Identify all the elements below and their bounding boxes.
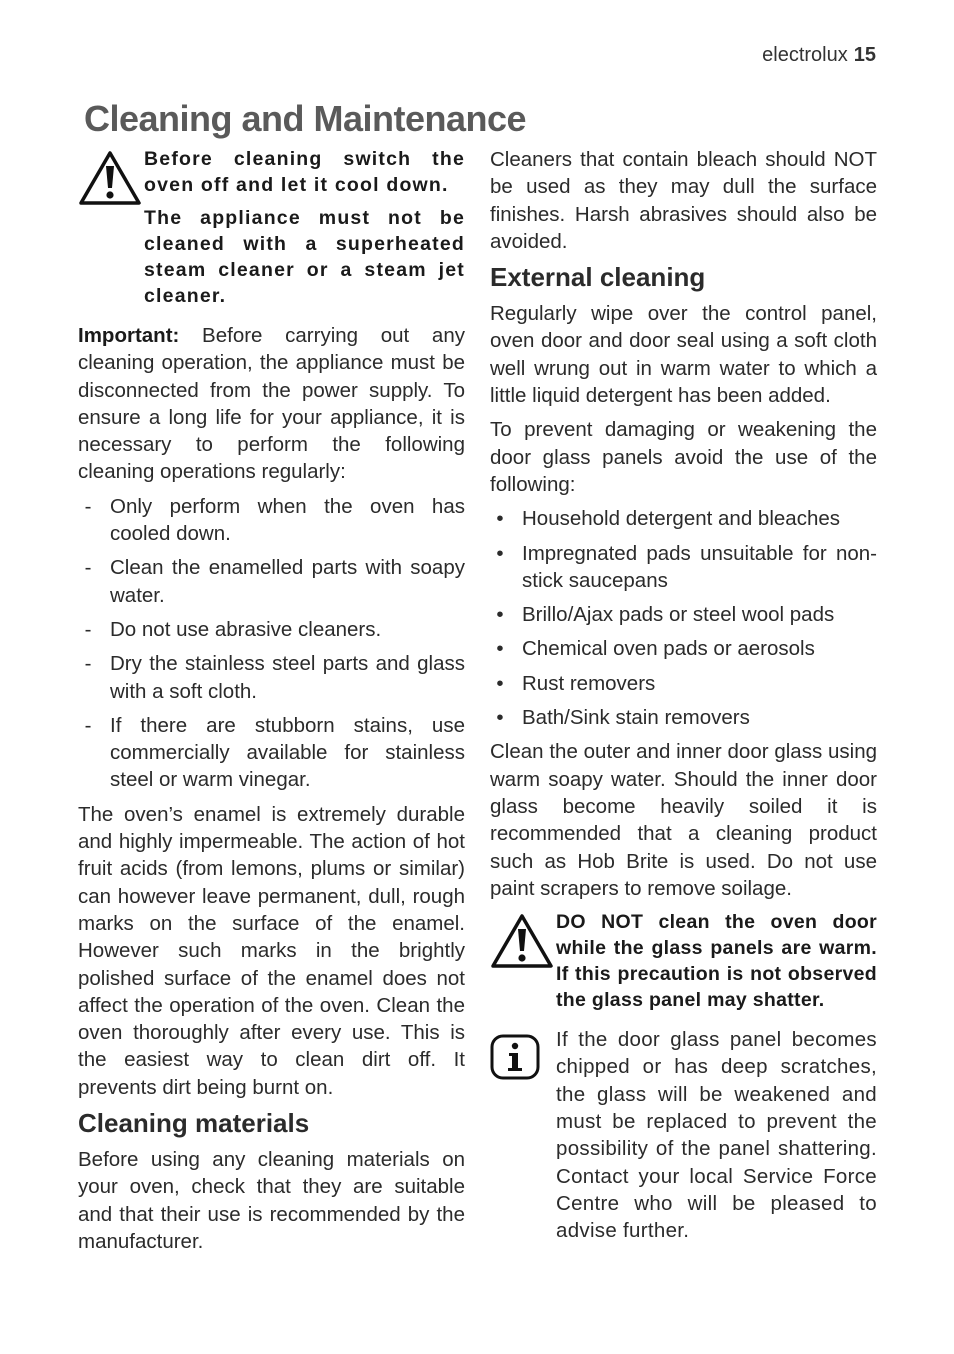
important-text: Before carrying out any cleaning operation, the appliance must be disconnected from the power supply. To ensure a long life for your appliance, it is necessary to perform the following cleaning operations regularly: [78, 324, 465, 484]
external-cleaning-heading: External cleaning [490, 262, 706, 293]
external-cleaning-paragraph: Regularly wipe over the control panel, oven door and door seal using a soft cloth well wrung out in warm water to which a little liquid detergent has been added. [490, 302, 877, 408]
important-label: Important: [78, 324, 180, 347]
left-column [78, 146, 465, 1262]
avoid-list [490, 505, 877, 731]
cleaning-materials-heading: Cleaning materials [78, 1108, 310, 1139]
door-warning [490, 909, 877, 1020]
safety-warning [78, 146, 465, 316]
right-column [490, 146, 877, 1258]
list-item: • Rust removers [496, 671, 656, 695]
enamel-paragraph: The oven’s enamel is extremely durable and highly impermeable. The action of hot fruit acids (from lemons, plums or similar) can however leave permanent, dull, rough marks on the surface of the enamel. However such marks in the brightly polished surface of the enamel does not affect the operation of the oven. Clean the oven thoroughly after every use. This is the easiest way to clean dirt off. It prevents dirt being burnt on. [78, 802, 465, 1099]
cleaning-steps-list [78, 493, 465, 794]
page-header [762, 44, 876, 67]
warning-icon [78, 146, 144, 206]
door-warning-text: DO NOT clean the oven door while the glass panels are warm. If this precaution is not observed the glass panel may shatter. [556, 911, 877, 1012]
warning-text-2: The appliance must not be cleaned with a superheated steam cleaner or a steam jet cleaner. [144, 207, 465, 307]
list-item: - Clean the enamelled parts with soapy water. [84, 556, 465, 607]
list-item: - Dry the stainless steel parts and glass with a soft cloth. [84, 652, 465, 703]
page-title: Cleaning and Maintenance [84, 98, 527, 139]
info-note [490, 1026, 877, 1251]
list-item: • Household detergent and bleaches [496, 507, 840, 531]
info-text: If the door glass panel becomes chipped or has deep scratches, the glass will be weakened and must be replaced to prevent the possibility of the panel shattering. Contact your local Service Force Centre who will be pleased to advise further. [556, 1028, 877, 1243]
prevent-damage-paragraph: To prevent damaging or weakening the door glass panels avoid the use of the following: [490, 418, 877, 496]
brand-name: electrolux [762, 44, 848, 66]
cleaning-materials-paragraph: Before using any cleaning materials on your oven, check that they are suitable and that their use is recommended by the manufacturer. [78, 1148, 465, 1253]
list-item: - Do not use abrasive cleaners. [84, 617, 382, 641]
list-item: • Brillo/Ajax pads or steel wool pads [496, 603, 835, 627]
warning-text-1: Before cleaning switch the oven off and let it cool down. [144, 148, 465, 196]
bleach-paragraph: Cleaners that contain bleach should NOT be used as they may dull the surface finishes. Harsh abrasives should also be avoided. [490, 148, 877, 253]
list-item: - Only perform when the oven has cooled down. [84, 494, 465, 546]
list-item: • Chemical oven pads or aerosols [496, 637, 815, 661]
list-item: • Bath/Sink stain removers [496, 706, 750, 730]
list-item: • Impregnated pads unsuitable for non-stick saucepans [496, 541, 877, 592]
page-number: 15 [853, 44, 876, 66]
warning-icon [490, 909, 556, 969]
door-glass-paragraph: Clean the outer and inner door glass using warm soapy water. Should the inner door glass become heavily soiled it is recommended that a cleaning product such as Hob Brite is used. Do not use paint scrapers to remove soilage. [490, 740, 877, 900]
important-paragraph [78, 322, 465, 486]
list-item: - If there are stubborn stains, use commercially available for stainless steel or warm vinegar. [84, 713, 465, 792]
info-icon [490, 1026, 556, 1080]
